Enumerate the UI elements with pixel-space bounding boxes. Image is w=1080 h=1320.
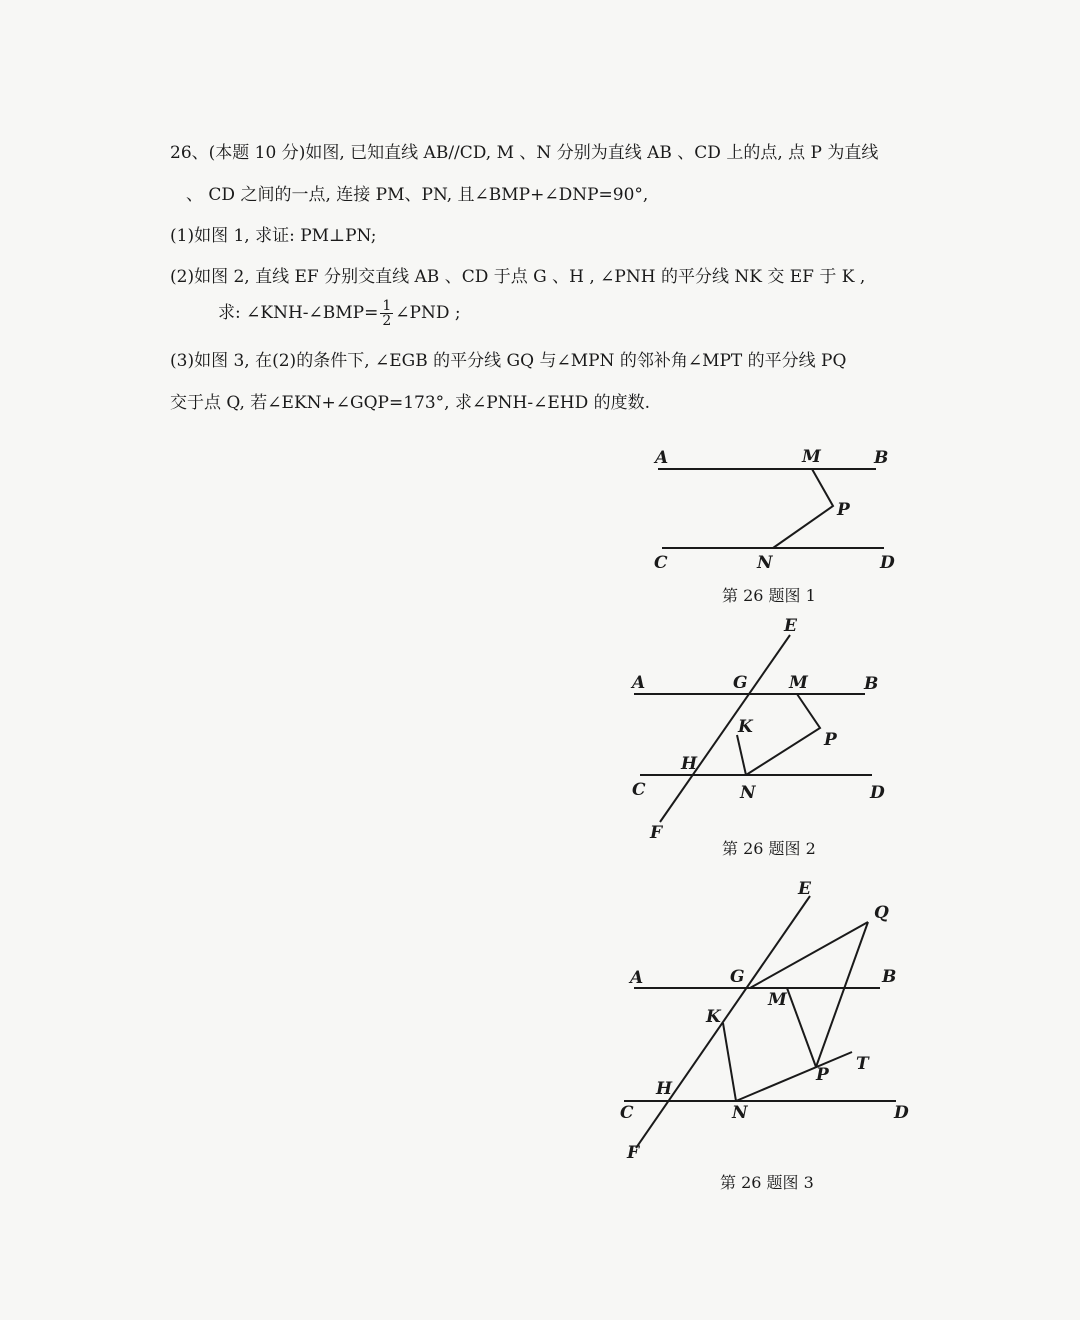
label-n: N <box>757 553 773 573</box>
label-g: G <box>730 967 745 987</box>
label-k: K <box>706 1007 721 1027</box>
part-2-line-a: (2)如图 2, 直线 EF 分别交直线 AB 、CD 于点 G 、H , ∠PNH 的平分线 NK 交 EF 于 K , <box>170 267 866 287</box>
label-a: A <box>632 673 646 693</box>
label-e: E <box>798 879 811 899</box>
label-p: P <box>824 730 837 750</box>
label-g: G <box>733 673 748 693</box>
figure-2-caption: 第 26 题图 2 <box>722 839 816 858</box>
label-a: A <box>655 448 669 468</box>
label-n: N <box>732 1103 748 1123</box>
line-ef <box>636 896 810 1148</box>
label-b: B <box>882 967 897 987</box>
label-p: P <box>816 1065 829 1085</box>
label-p: P <box>837 500 850 520</box>
label-e: E <box>784 616 797 636</box>
part-3-line-a: (3)如图 3, 在(2)的条件下, ∠EGB 的平分线 GQ 与∠MPN 的邻补角∠MPT 的平分线 PQ <box>170 351 847 371</box>
segment-kn <box>723 1023 736 1101</box>
label-n: N <box>740 783 756 803</box>
problem-line-2: 、 CD 之间的一点, 连接 PM、PN, 且∠BMP+∠DNP=90°, <box>186 185 649 205</box>
ray-npt <box>736 1052 852 1101</box>
label-d: D <box>870 783 885 803</box>
label-m: M <box>768 990 787 1010</box>
part-2-text-before-fraction: 求: ∠KNH-∠BMP= <box>218 303 379 323</box>
label-h: H <box>681 754 698 774</box>
segment-mp <box>787 988 816 1067</box>
label-m: M <box>802 447 821 467</box>
label-b: B <box>864 674 879 694</box>
figure-3-caption: 第 26 题图 3 <box>720 1173 814 1192</box>
label-q: Q <box>874 903 889 923</box>
part-2-text-after-fraction: ∠PND ; <box>395 303 461 323</box>
label-m: M <box>789 673 808 693</box>
label-t: T <box>856 1054 869 1074</box>
label-k: K <box>738 717 753 737</box>
part-3-line-b: 交于点 Q, 若∠EKN+∠GQP=173°, 求∠PNH-∠EHD 的度数. <box>170 393 651 413</box>
label-c: C <box>632 780 646 800</box>
figure-1-caption: 第 26 题图 1 <box>722 586 816 605</box>
label-f: F <box>627 1143 640 1163</box>
segment-qp <box>816 922 868 1067</box>
label-d: D <box>894 1103 909 1123</box>
fraction-denominator: 2 <box>382 313 392 329</box>
fraction-numerator: 1 <box>382 298 392 314</box>
label-c: C <box>654 553 668 573</box>
label-h: H <box>656 1079 673 1099</box>
problem-line-1: 26、(本题 10 分)如图, 已知直线 AB//CD, M 、N 分别为直线 AB 、CD 上的点, 点 P 为直线 <box>170 143 879 163</box>
segment-gq <box>750 922 868 988</box>
part-1: (1)如图 1, 求证: PM⊥PN; <box>170 226 377 246</box>
label-d: D <box>880 553 895 573</box>
label-a: A <box>630 968 644 988</box>
label-c: C <box>620 1103 634 1123</box>
label-b: B <box>874 448 889 468</box>
label-f: F <box>650 823 663 843</box>
